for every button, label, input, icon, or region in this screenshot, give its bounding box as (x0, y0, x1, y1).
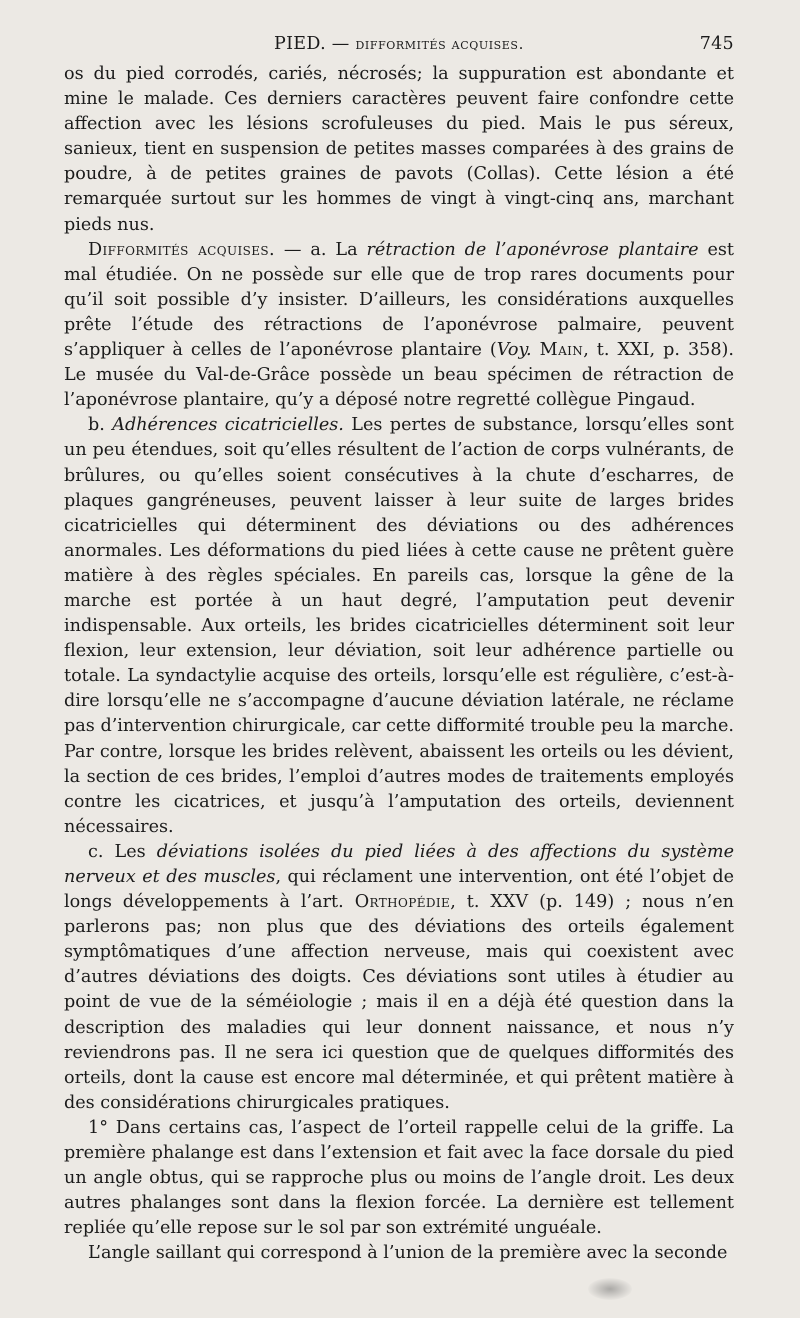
paragraph-2-space (532, 340, 540, 360)
paragraph-3 (64, 413, 734, 840)
ink-smudge (588, 1278, 632, 1300)
paragraph-3-italic-heading: Adhérences cicatricielles. (112, 415, 344, 436)
section-heading-difformites: Difformités acquises. (88, 239, 276, 260)
paragraph-4 (64, 840, 734, 1116)
paragraph-4-lead: c. Les (88, 841, 157, 862)
paragraph-4-crossref-orthopedie: Orthopédie (354, 892, 451, 913)
paragraph-6-text: L’angle saillant qui correspond à l’union de la première avec la seconde (88, 1243, 728, 1264)
paragraph-2-italic-term: rétraction de l’aponévrose plantaire (366, 239, 699, 260)
page-body (64, 62, 734, 1267)
paragraph-4-italic-heading: déviations isolées du pied liées à des affections du système nerveux et des muscles (64, 841, 734, 887)
paragraph-2-text-a: — a. La (275, 239, 367, 260)
paragraph-2-voy: Voy. (496, 340, 532, 361)
paragraph-5-text: 1° Dans certains cas, l’aspect de l’orteil rappelle celui de la griffe. La première phalange est dans l’extension et fait avec la face dorsale du pied un angle obtus, qui se rapproche plus ou moins de l’angle droit. Les deux autres phalanges sont dans la flexion forcée. La dernière est tellement repliée qu’elle repose sur le sol par son extrémité unguéale. (64, 1117, 734, 1239)
paragraph-1 (64, 62, 734, 238)
page-number: 745 (699, 34, 734, 54)
running-head-main: PIED. — (274, 34, 356, 54)
paragraph-4-text-b: , t. XXV (p. 149) ; nous n’en parlerons pas; non plus que des déviations des orteils également symptômatiques d’une affection nerveuse, mais qui coexistent avec d’autres déviations des doigts. Ces déviations sont utiles à étudier au point de vue de la séméiologie ; mais il en a déjà été question dans la description des maladies qui leur donnent naissance, et nous n’y reviendrons pas. Il ne sera ici question que de quelques difformités des orteils, dont la cause est encore mal déterminée, et qui prêtent matière à des considérations chirurgicales pratiques. (64, 892, 734, 1113)
paragraph-4-text-a: , qui réclament une intervention, ont été l’objet de longs développements à l’art. (64, 867, 734, 913)
running-head-subtitle: difformités acquises. (355, 35, 524, 53)
page-header (64, 32, 734, 62)
paragraph-6 (64, 1241, 734, 1266)
paragraph-2-text-c: , t. XXI, p. 358). Le musée du Val-de-Grâce possède un beau spécimen de rétraction de l’aponévrose plantaire, qu’y a déposé notre regretté collègue Pingaud. (64, 340, 734, 411)
paragraph-2-text-b: est mal étudiée. On ne possède sur elle que de trop rares documents pour qu’il soit possible d’y insister. D’ailleurs, les considérations auxquelles prête l’étude des rétractions de l’aponévrose palmaire, peuvent s’appliquer à celles de l’aponévrose plantaire ( (64, 239, 734, 361)
paragraph-1-text: os du pied corrodés, cariés, nécrosés; la suppuration est abondante et mine le malade. Ces derniers caractères peuvent faire confondre cette affection avec les lésions scrofuleuses du pied. Mais le pus séreux, sanieux, tient en suspension de petites masses comparées à des grains de poudre, à de petites graines de pavots (Collas). Cette lésion a été remarquée surtout sur les hommes de vingt à vingt-cinq ans, marchant pieds nus. (64, 64, 734, 235)
paragraph-3-text: Les pertes de substance, lorsqu’elles sont un peu étendues, soit qu’elles résultent de l’action de corps vulnérants, de brûlures, ou qu’elles soient consécutives à la chute d’escharres, de plaques gangréneuses, peuvent laisser à leur suite de larges brides cicatricielles qui déterminent des déviations ou des adhérences anormales. Les déformations du pied liées à cette cause ne prêtent guère matière à des règles spéciales. En pareils cas, lorsque la gêne de la marche est portée à un haut degré, l’amputation peut devenir indispensable. Aux orteils, les brides cicatricielles déterminent soit leur flexion, leur extension, leur déviation, soit leur adhérence partielle ou totale. La syndactylie acquise des orteils, lorsqu’elle est régulière, c’est-à-dire lorsqu’elle ne s’accompagne d’aucune déviation latérale, ne réclame pas d’intervention chirurgicale, car cette difformité trouble peu la marche. Par contre, lorsque les brides relèvent, abaissent les orteils ou les dévient, la section de ces brides, l’emploi d’autres modes de traitements employés contre les cicatrices, et jusqu’à l’amputation des orteils, deviennent nécessaires. (64, 415, 734, 837)
paragraph-2-crossref-main: Main (539, 340, 584, 361)
paragraph-2 (64, 238, 734, 414)
paragraph-3-lead: b. (88, 415, 113, 436)
paragraph-5 (64, 1116, 734, 1241)
running-head (274, 34, 524, 54)
